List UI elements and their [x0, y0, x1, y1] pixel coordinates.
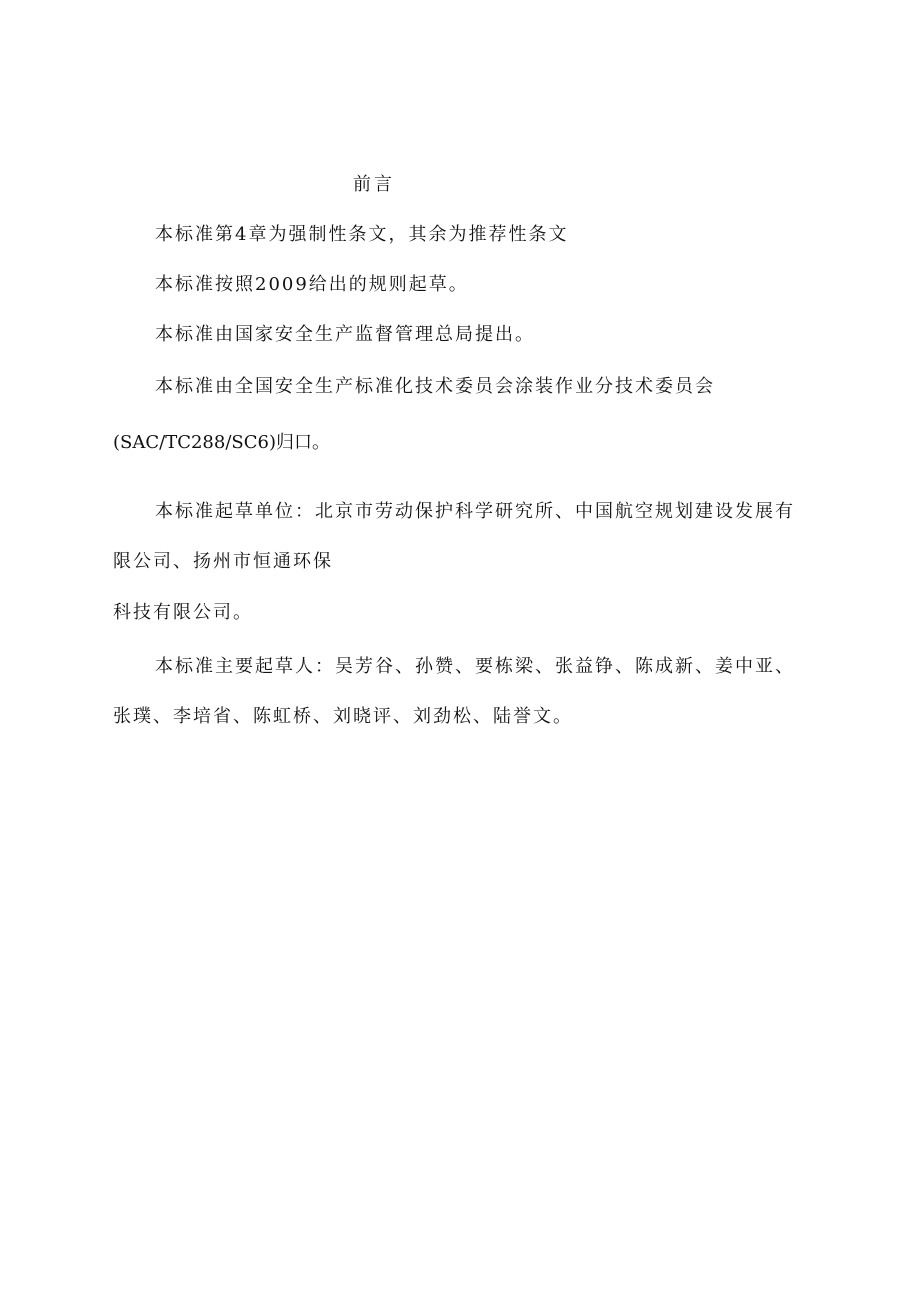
paragraph-line: 本标准由全国安全生产标准化技术委员会涂装作业分技术委员会 — [155, 376, 715, 397]
paragraph-line: (SAC/TC288/SC6)归口。 — [113, 432, 330, 453]
paragraph-line: 本标准按照2009给出的规则起草。 — [155, 274, 469, 295]
paragraph-line: 张璞、李培省、陈虹桥、刘晓评、刘劲松、陆誉文。 — [113, 706, 573, 727]
paragraph-line: 本标准主要起草人：吴芳谷、孙赞、要栋梁、张益铮、陈成新、姜中亚、 — [155, 656, 795, 677]
page-heading: 前言 — [353, 174, 395, 195]
paragraph-line: 本标准第4章为强制性条文，其余为推荐性条文 — [155, 224, 569, 245]
paragraph-line: 科技有限公司。 — [113, 602, 253, 623]
paragraph-line: 限公司、扬州市恒通环保 — [113, 551, 333, 572]
paragraph-line: 本标准起草单位：北京市劳动保护科学研究所、中国航空规划建设发展有 — [155, 501, 795, 522]
paragraph-line: 本标准由国家安全生产监督管理总局提出。 — [155, 324, 535, 345]
